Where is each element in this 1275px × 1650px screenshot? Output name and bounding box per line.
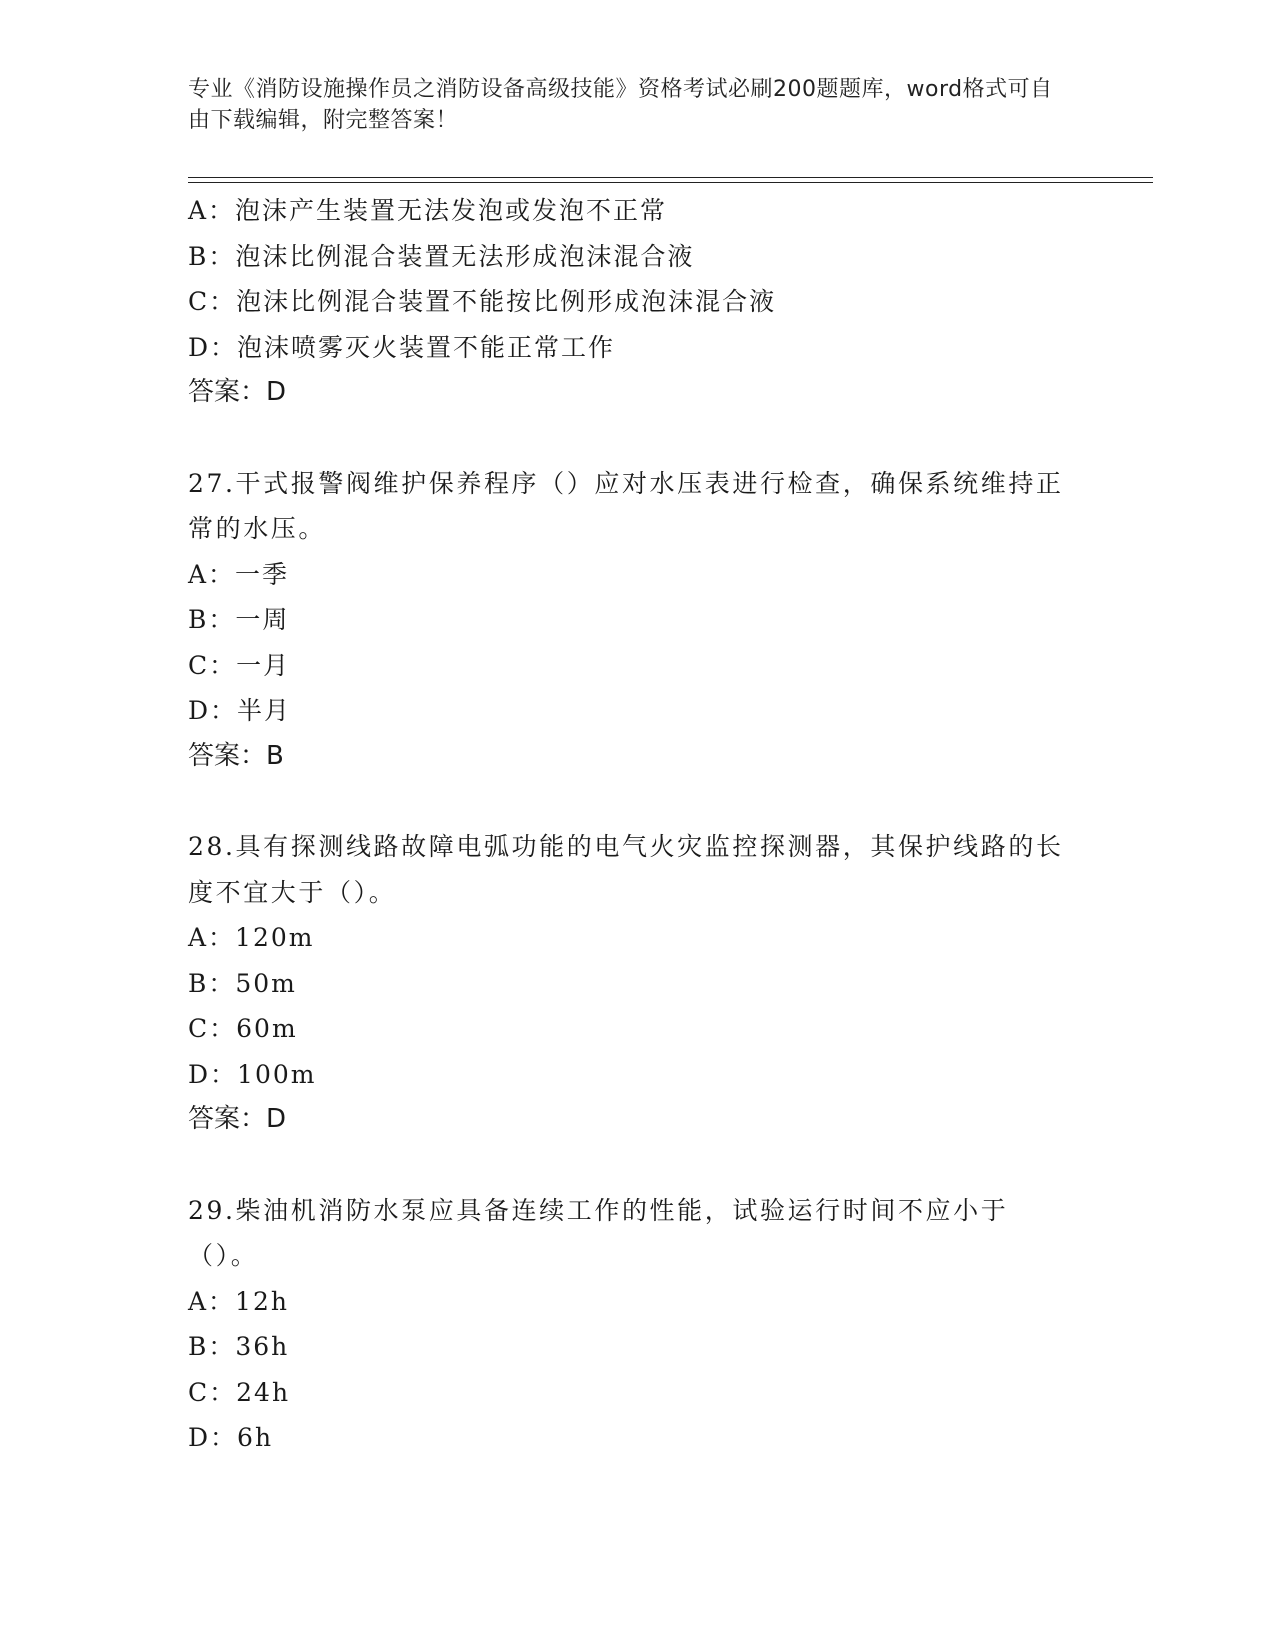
option-b: B：泡沫比例混合装置无法形成泡沫混合液 (188, 241, 695, 271)
option-a: A：120m (188, 923, 315, 952)
document-header: 专业《消防设施操作员之消防设备高级技能》资格考试必刷200题题库，word格式可自由下载编辑，附完整答案！ (188, 77, 1053, 133)
option-c: C：泡沫比例混合装置不能按比例形成泡沫混合液 (188, 287, 777, 316)
option-a: A：一季 (188, 559, 290, 589)
option-d: D：6h (188, 1423, 274, 1452)
option-c: C：24h (188, 1377, 291, 1407)
option-b: B：50m (188, 968, 297, 998)
header-rule-top (188, 177, 1153, 178)
question-block-29 (188, 1188, 1088, 1461)
option-b: B：36h (188, 1332, 290, 1361)
option-b: B：一周 (188, 605, 290, 634)
option-d: D：泡沫喷雾灭火装置不能正常工作 (188, 332, 616, 362)
option-c: C：60m (188, 1014, 298, 1043)
question-block-27 (188, 461, 1088, 780)
answer-line: 答案：B (188, 740, 284, 771)
question-text: 29.柴油机消防水泵应具备连续工作的性能，试验运行时间不应小于（）。 (188, 1195, 1009, 1270)
question-block-26 (188, 188, 1088, 416)
option-c: C：一月 (188, 650, 291, 680)
question-text: 28.具有探测线路故障电弧功能的电气火灾监控探测器，其保护线路的长度不宜大于（）。 (188, 832, 1064, 907)
header-rule-bottom (188, 182, 1153, 183)
question-list (188, 188, 1088, 1461)
question-block-28 (188, 824, 1088, 1143)
option-a: A：泡沫产生装置无法发泡或发泡不正常 (188, 196, 668, 225)
option-d: D：100m (188, 1059, 317, 1089)
answer-line: 答案：D (188, 377, 287, 407)
question-text: 27.干式报警阀维护保养程序（）应对水压表进行检查，确保系统维持正常的水压。 (188, 468, 1064, 543)
option-d: D：半月 (188, 696, 292, 725)
answer-line: 答案：D (188, 1104, 287, 1134)
option-a: A：12h (188, 1286, 289, 1316)
